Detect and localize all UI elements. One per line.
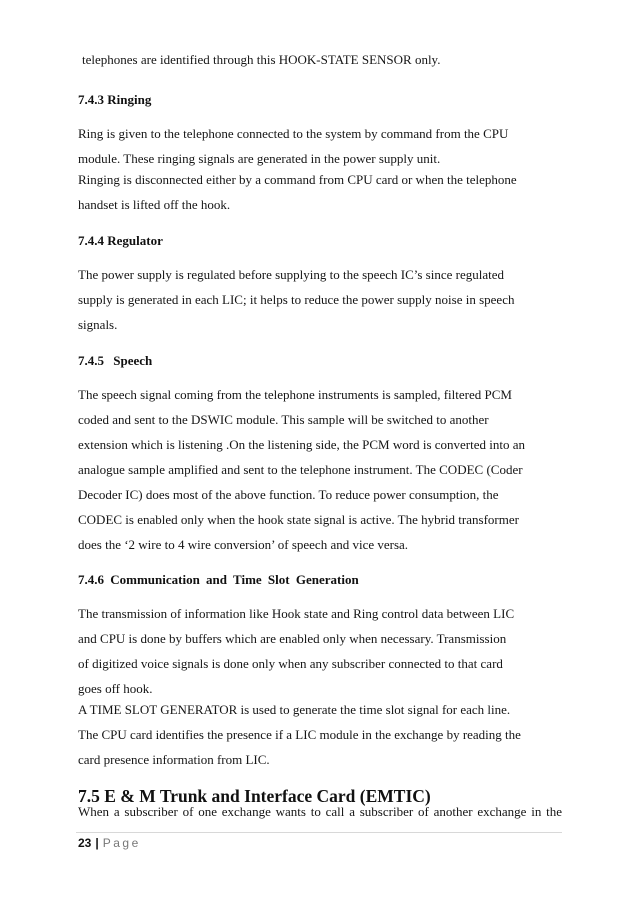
footer-divider (76, 832, 562, 833)
section-heading-7-4-6: 7.4.6 Communication and Time Slot Generation (78, 572, 359, 587)
text-line: goes off hook. (78, 681, 153, 696)
text-line: Ring is given to the telephone connected to the system by command from the CPU (78, 126, 509, 141)
section-heading-7-4-3: 7.4.3 Ringing (78, 92, 152, 107)
page-label: Page (102, 836, 141, 850)
text-line: coded and sent to the DSWIC module. This sample will be switched to another (78, 412, 489, 427)
text-line: extension which is listening .On the listening side, the PCM word is converted into an (78, 437, 526, 452)
text-line: CODEC is enabled only when the hook state signal is active. The hybrid transformer (78, 512, 519, 527)
text-line: signals. (78, 317, 118, 332)
text-line: The speech signal coming from the telephone instruments is sampled, filtered PCM (78, 387, 512, 402)
section-heading-7-4-4: 7.4.4 Regulator (78, 233, 163, 248)
text-line: card presence information from LIC. (78, 752, 270, 767)
text-line: and CPU is done by buffers which are enabled only when necessary. Transmission (78, 631, 507, 646)
text-line: does the ‘2 wire to 4 wire conversion’ of speech and vice versa. (78, 537, 409, 552)
text-line: When a subscriber of one exchange wants to call a subscriber of another exchange in the (78, 804, 562, 819)
text-line: The transmission of information like Hook state and Ring control data between LIC (78, 606, 515, 621)
text-line: Ringing is disconnected either by a command from CPU card or when the telephone (78, 172, 517, 187)
text-line: supply is generated in each LIC; it helps to reduce the power supply noise in speech (78, 292, 515, 307)
section-heading-7-4-5: 7.4.5 Speech (78, 353, 153, 368)
section-heading-7-5: 7.5 E & M Trunk and Interface Card (EMTIC) (78, 786, 431, 806)
text-line: The CPU card identifies the presence if a LIC module in the exchange by reading the (78, 727, 521, 742)
text-line: handset is lifted off the hook. (78, 197, 231, 212)
text-line: telephones are identified through this HOOK-STATE SENSOR only. (82, 52, 441, 67)
text-line: module. These ringing signals are generated in the power supply unit. (78, 151, 441, 166)
text-line: The power supply is regulated before supplying to the speech IC’s since regulated (78, 267, 504, 282)
footer-separator: | (95, 836, 99, 850)
text-line: Decoder IC) does most of the above function. To reduce power consumption, the (78, 487, 499, 502)
text-line: A TIME SLOT GENERATOR is used to generate the time slot signal for each line. (78, 702, 511, 717)
page-number: 23 (78, 836, 92, 850)
text-line: of digitized voice signals is done only when any subscriber connected to that card (78, 656, 503, 671)
page-footer (78, 836, 141, 850)
text-line: analogue sample amplified and sent to the telephone instrument. The CODEC (Coder (78, 462, 523, 477)
